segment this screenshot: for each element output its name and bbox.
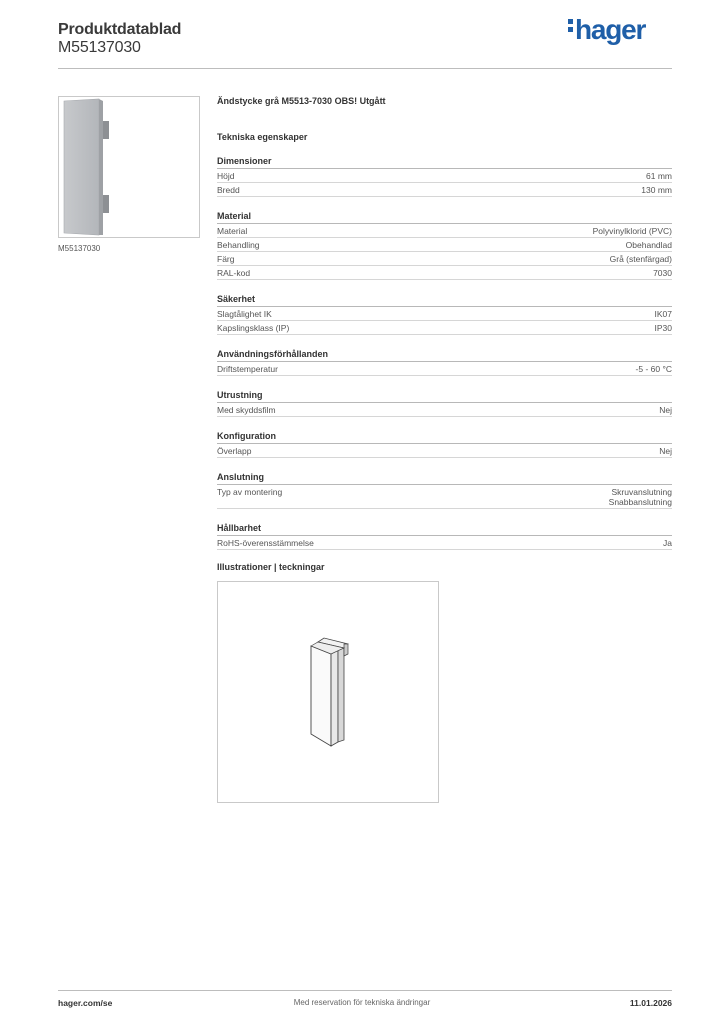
spec-row [217,183,672,197]
spec-label: Typ av montering [217,487,283,497]
spec-label: Kapslingsklass (IP) [217,323,290,333]
spec-sections [217,156,672,550]
spec-row [217,536,672,550]
spec-section [217,294,672,335]
spec-value [593,226,672,236]
spec-value-line: IK07 [654,309,672,319]
footer-date: 11.01.2026 [629,998,672,1008]
spec-label: Färg [217,254,235,264]
spec-row [217,362,672,376]
spec-value [626,240,672,250]
footer-divider [58,990,672,991]
spec-row [217,321,672,335]
spec-row [217,403,672,417]
section-title: Material [217,211,672,224]
spec-value [655,309,673,319]
spec-row [217,485,672,509]
spec-label: Höjd [217,171,235,181]
section-title: Utrustning [217,390,672,403]
spec-value [646,171,672,181]
section-title: Användningsförhållanden [217,349,672,362]
document-title: Produktdatablad [58,21,182,38]
technical-properties-heading: Tekniska egenskaper [217,132,308,142]
spec-label: Behandling [217,240,260,250]
spec-value-line: IP30 [654,323,672,333]
spec-value [653,268,672,278]
spec-value [659,446,672,456]
section-title: Hållbarhet [217,523,672,536]
spec-value-line: Grå (stenfärgad) [609,254,672,264]
thumbnail-caption: M55137030 [58,244,101,253]
spec-row [217,266,672,280]
product-thumbnail [58,96,200,238]
section-title: Konfiguration [217,431,672,444]
spec-label: RAL-kod [217,268,251,278]
spec-row [217,238,672,252]
spec-value-line: Polyvinylklorid (PVC) [592,226,672,236]
footer-website-link[interactable]: hager.com/se [58,998,113,1008]
spec-section [217,390,672,417]
end-cap-thumbnail-icon [59,97,199,237]
spec-section [217,211,672,280]
spec-value-line: -5 - 60 °C [635,364,672,374]
logo-text: hager [575,14,646,45]
spec-value-line: Ja [663,538,672,548]
spec-value [655,323,673,333]
illustrations-heading: Illustrationer | teckningar [217,562,325,572]
spec-row [217,307,672,321]
product-name: Ändstycke grå M5513-7030 OBS! Utgått [217,96,386,106]
spec-label: Bredd [217,185,240,195]
spec-label: RoHS-överensstämmelse [217,538,314,548]
spec-value-line: Nej [659,446,672,456]
section-title: Säkerhet [217,294,672,307]
spec-value-line: Nej [659,405,672,415]
spec-value [636,364,672,374]
spec-row [217,444,672,458]
spec-value-line: Skruvanslutning [611,487,672,497]
illustration-frame [217,581,439,803]
spec-value-line: 130 mm [641,185,672,195]
spec-value-line: 61 mm [646,171,672,181]
spec-value [659,405,672,415]
spec-label: Slagtålighet IK [217,309,272,319]
hager-logo [568,14,645,46]
spec-row [217,169,672,183]
logo-dots-icon [568,16,573,35]
spec-value-line: Obehandlad [625,240,672,250]
spec-label: Överlapp [217,446,252,456]
section-title: Dimensioner [217,156,672,169]
spec-label: Material [217,226,248,236]
spec-section [217,431,672,458]
spec-value-line: 7030 [653,268,672,278]
spec-label: Med skyddsfilm [217,405,276,415]
spec-row [217,252,672,266]
spec-value [663,538,672,548]
header-divider [58,68,672,69]
article-number: M55137030 [58,39,141,56]
spec-value-line: Snabbanslutning [608,497,672,507]
spec-section [217,156,672,197]
spec-section [217,472,672,509]
spec-label: Driftstemperatur [217,364,278,374]
spec-section [217,523,672,550]
end-cap-drawing-icon [218,582,438,802]
spec-section [217,349,672,376]
section-title: Anslutning [217,472,672,485]
footer-disclaimer: Med reservation för tekniska ändringar [293,998,431,1007]
spec-content [217,96,672,550]
spec-value [610,254,672,264]
spec-row [217,224,672,238]
spec-value [641,185,672,195]
spec-value [609,487,672,507]
